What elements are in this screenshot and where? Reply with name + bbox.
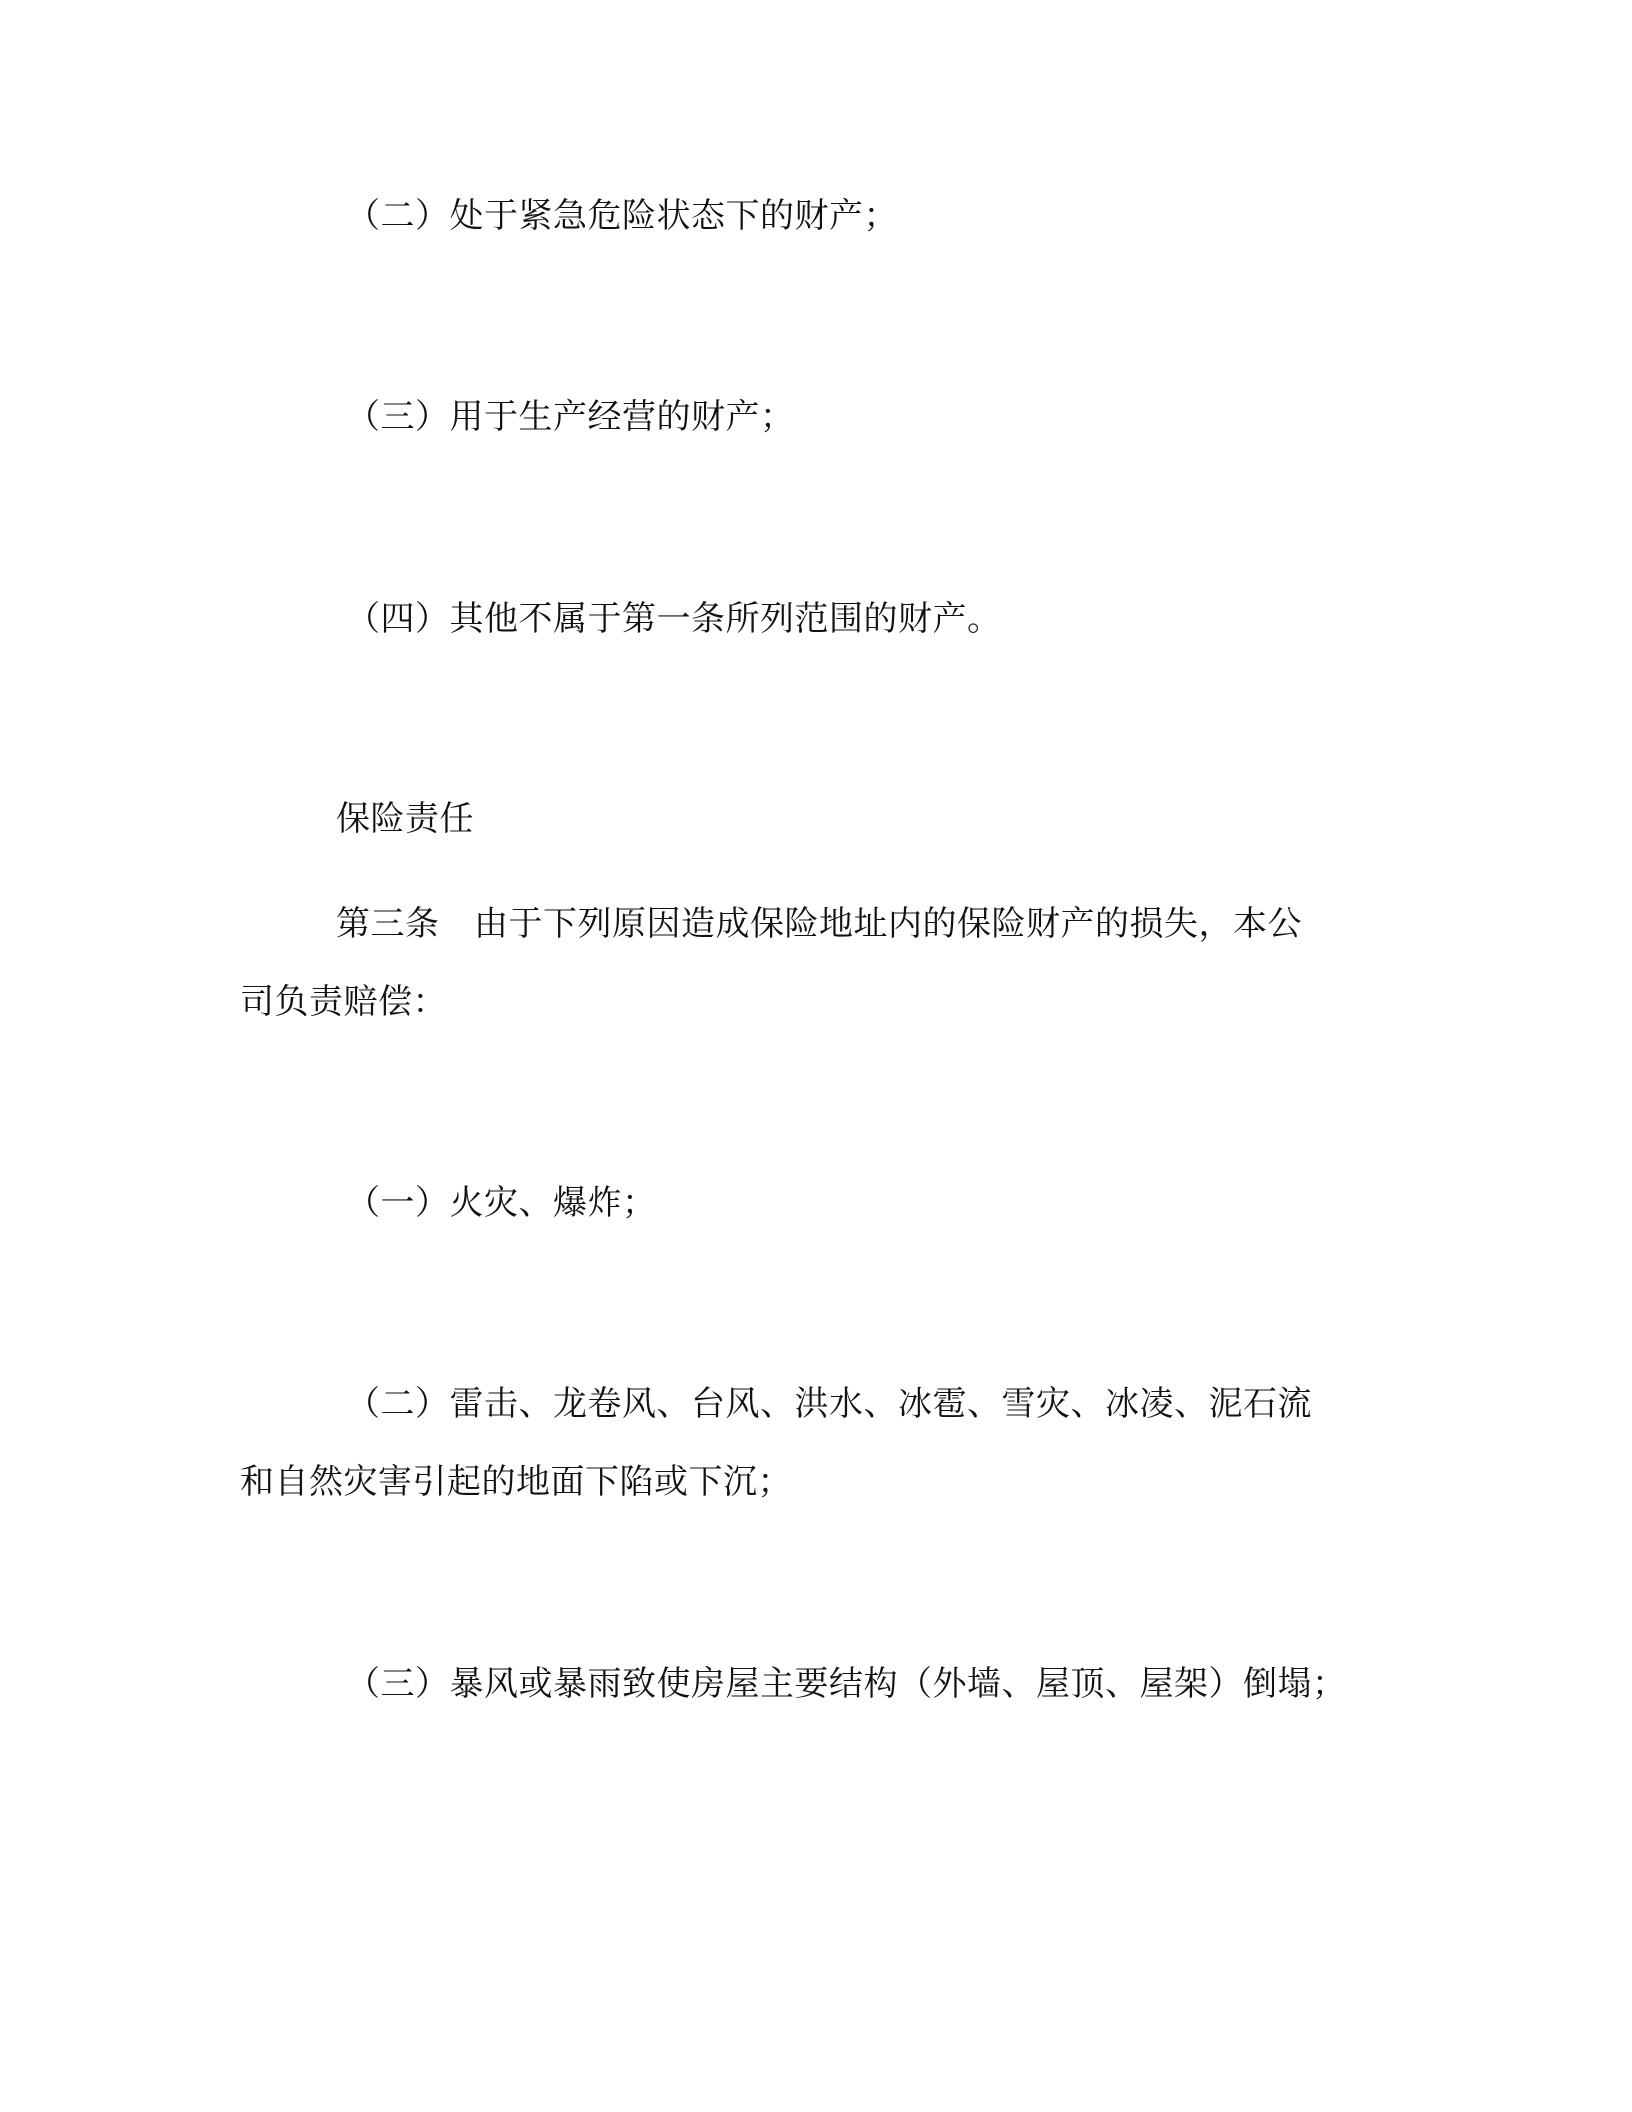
liability-item-1: （一）火灾、爆炸； xyxy=(346,1183,657,1223)
liability-item-2-line-2: 和自然灾害引起的地面下陷或下沉； xyxy=(240,1462,792,1502)
exclusion-item-4: （四）其他不属于第一条所列范围的财产。 xyxy=(346,599,1002,639)
liability-item-2-line-1: （二）雷击、龙卷风、台风、洪水、冰雹、雪灾、冰凌、泥石流 xyxy=(346,1384,1312,1424)
exclusion-item-2: （二）处于紧急危险状态下的财产； xyxy=(346,196,898,236)
liability-item-3: （三）暴风或暴雨致使房屋主要结构（外墙、屋顶、屋架）倒塌； xyxy=(346,1664,1347,1704)
exclusion-item-3: （三）用于生产经营的财产； xyxy=(346,397,795,437)
section-heading: 保险责任 xyxy=(336,799,474,839)
article-3-line-2: 司负责赔偿： xyxy=(240,982,447,1022)
article-3-line-1: 第三条 由于下列原因造成保险地址内的保险财产的损失，本公 xyxy=(336,904,1302,944)
